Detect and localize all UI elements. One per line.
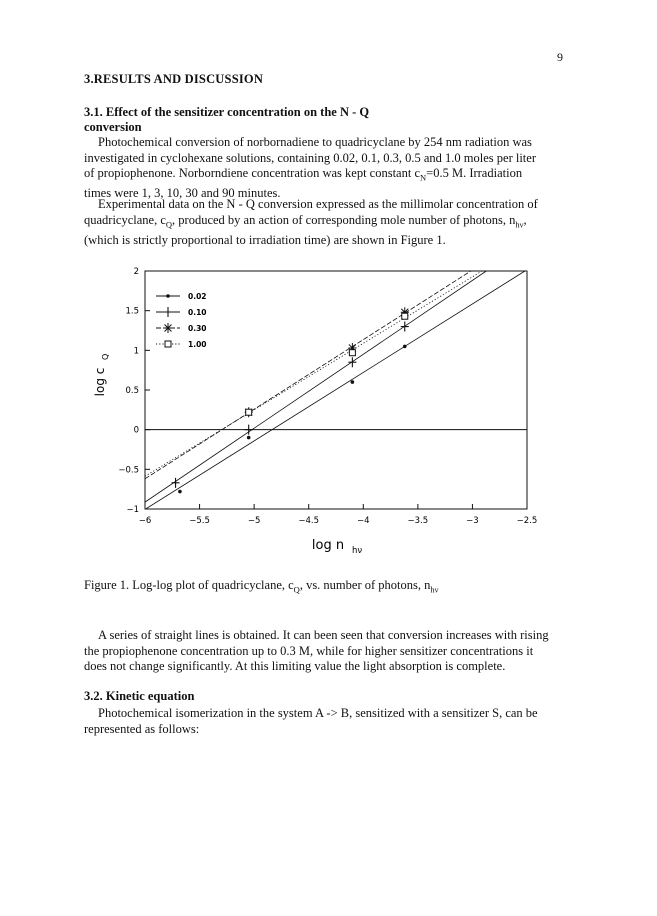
series-line [146,271,525,509]
x-axis-label: log n [311,538,345,553]
x-tick-label: −6 [138,516,152,526]
y-tick-label: −0.5 [118,465,139,476]
marker-plus [348,357,356,367]
paragraph-4 [84,706,576,737]
series-line [145,271,471,479]
series-line [145,271,486,502]
marker-star [164,323,172,333]
x-tick-label: −4 [357,516,370,526]
series-0.10 [145,271,486,502]
y-tick-label: 1 [133,346,139,357]
para2-line1: Experimental data on the N - Q conversion expressed as the millimolar concentration of [98,197,538,211]
para3-line1: A series of straight lines is obtained. It can been seen that conversion increases with rising [98,628,549,642]
y-tick-label: −1 [126,505,139,515]
marker-square [246,409,252,415]
x-tick-label: −3 [466,516,479,526]
subsection-2-title: 3.2. Kinetic equation [84,689,195,703]
para3-line3: does not change significantly. At this limiting value the light absorption is complete. [84,659,506,673]
series-0.02 [146,271,525,509]
marker-square [165,341,171,347]
y-axis-label: log c [93,367,107,397]
para3-line2: the propiophenone concentration up to 0.3 M, while for higher sensitizer concentrations it [84,643,534,658]
marker-square [349,350,355,356]
marker-dot [166,294,170,298]
legend-label: 1.00 [188,340,207,349]
y-tick-label: 0.5 [125,386,139,396]
marker-dot [351,380,355,384]
marker-dot [403,345,407,349]
legend-label: 0.02 [188,292,207,301]
para1-line1: Photochemical conversion of norbornadiene to quadricyclane by 254 nm radiation was [98,135,532,149]
para4-line1: Photochemical isomerization in the system A -> B, sensitized with a sensitizer S, can be [98,706,538,720]
x-tick-label: −2.5 [516,516,538,526]
legend-label: 0.30 [188,324,207,333]
subsection-title-line1: 3.1. Effect of the sensitizer concentration on the N - Q [84,105,370,119]
x-tick-label: −4.5 [298,516,320,526]
paragraph-3 [84,628,576,675]
page-number: 9 [557,50,563,64]
series-1.00 [145,271,482,476]
marker-plus [164,307,172,317]
para2-line3: (which is strictly proportional to irradiation time) are shown in Figure 1. [84,232,446,247]
marker-dot [178,490,182,494]
x-tick-label: −5.5 [189,516,210,526]
series-line [145,271,482,476]
para2-line2: quadricyclane, $c_Q$, produced by an action of corresponding mole number of photons, $n_{h\nu}$, [84,212,527,229]
para1-line3: of propiophenone. Norborndiene concentration was kept constant $c_N=0.5$ M. Irradiation [84,166,523,183]
figure-caption: Figure 1. Log-log plot of quadricyclane, $c_Q$, vs. number of photons, $n_{h\nu}$ [84,578,439,595]
para1-line2: investigated in cyclohexane solutions, containing 0.02, 0.1, 0.3, 0.5 and 1.0 moles per liter [84,150,536,165]
x-tick-label: −5 [247,516,261,526]
legend-label: 0.10 [188,308,207,317]
x-tick-label: −3.5 [407,516,429,526]
series-0.30 [145,271,471,479]
marker-plus [401,322,409,332]
y-tick-label: 2 [133,267,139,277]
para1-line4: times were 1, 3, 10, 30 and 90 minutes. [84,186,281,200]
x-axis-label-sub: hν [352,546,363,556]
section-title: 3.RESULTS AND DISCUSSION [84,72,264,86]
marker-plus [245,425,253,435]
subsection-title-line2: conversion [84,120,142,134]
y-axis-label-sub: Q [101,353,110,360]
y-tick-label: 0 [133,425,139,436]
marker-square [402,313,408,319]
para4-line2: represented as follows: [84,721,200,736]
y-tick-label: 1.5 [125,306,139,317]
marker-dot [247,436,251,440]
